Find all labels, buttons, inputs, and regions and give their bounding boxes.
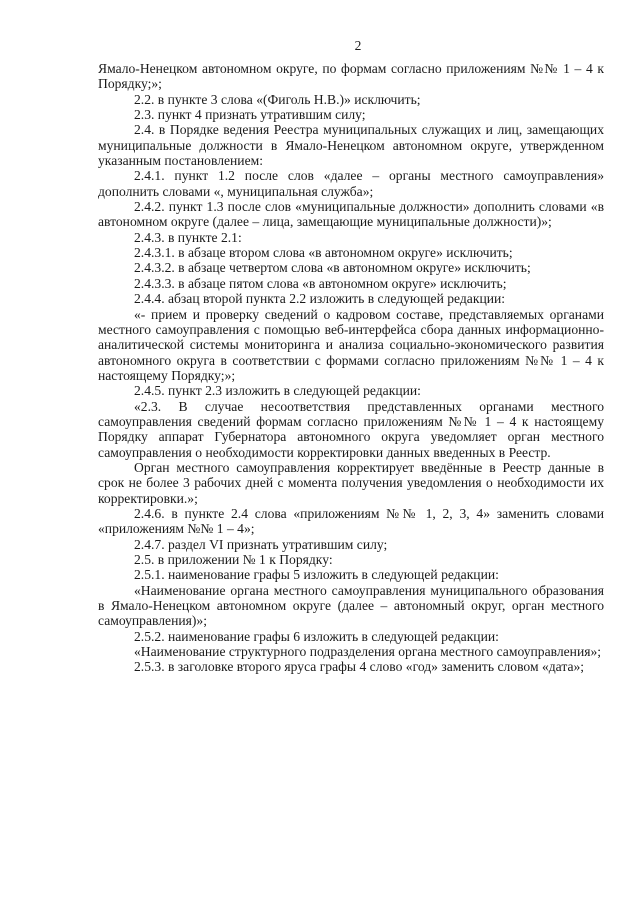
paragraph-2-4-2: 2.4.2. пункт 1.3 после слов «муниципальные должности» дополнить словами «в автономном округе (далее – лица, замещающие муниципальные должности)»; <box>98 199 604 230</box>
paragraph-quote-column-6: «Наименование структурного подразделения органа местного самоуправления»; <box>134 644 602 660</box>
paragraph-2-4-7: 2.4.7. раздел VI признать утратившим силу; <box>134 536 388 552</box>
paragraph-2-4-5: 2.4.5. пункт 2.3 изложить в следующей редакции: <box>134 383 421 399</box>
paragraph-quote-2-3: «2.3. В случае несоответствия представленных органами местного самоуправления сведений формам согласно приложениям №№ 1 – 4 к настоящему Порядку аппарат Губернатора автономного округа уведомляет орган местного самоуправления о необходимости корректировки данных введенных в Реестр. <box>98 398 604 460</box>
paragraph-2-4-1: 2.4.1. пункт 1.2 после слов «далее – органы местного самоуправления» дополнить словами «, муниципальная служба»; <box>98 168 604 199</box>
paragraph-2-5-1: 2.5.1. наименование графы 5 изложить в следующей редакции: <box>134 567 499 583</box>
paragraph-continuation: Ямало-Ненецком автономном округе, по формам согласно приложениям №№ 1 – 4 к Порядку;»; <box>98 61 604 92</box>
paragraph-2-2: 2.2. в пункте 3 слова «(Фиголь Н.В.)» исключить; <box>134 91 421 107</box>
paragraph-2-4-3-1: 2.4.3.1. в абзаце втором слова «в автономном округе» исключить; <box>134 245 513 261</box>
paragraph-2-5-3: 2.5.3. в заголовке второго яруса графы 4 слово «год» заменить словом «дата»; <box>134 659 585 675</box>
paragraph-quote-2-2: «- прием и проверку сведений о кадровом составе, представляемых органами местного самоуправления с помощью веб-интерфейса сбора данных информационно-аналитической системы мониторинга и анализа социально-экономического развития автономного округа в соответствии с формами согласно приложениям №№ 1 – 4 к настоящему Порядку;»; <box>98 306 604 383</box>
paragraph-2-4-3: 2.4.3. в пункте 2.1: <box>134 229 242 245</box>
paragraph-2-5: 2.5. в приложении № 1 к Порядку: <box>134 552 333 567</box>
paragraph-2-4-3-2: 2.4.3.2. в абзаце четвертом слова «в автономном округе» исключить; <box>134 260 531 276</box>
paragraph-2-5-2: 2.5.2. наименование графы 6 изложить в следующей редакции: <box>134 628 499 644</box>
paragraph-2-4-3-3: 2.4.3.3. в абзаце пятом слова «в автономном округе» исключить; <box>134 275 507 291</box>
page-number: 2 <box>354 38 362 53</box>
paragraph-2-4: 2.4. в Порядке ведения Реестра муниципальных служащих и лиц, замещающих муниципальные должности в Ямало-Ненецком автономном округе, утвержденном указанным постановлением: <box>98 122 604 169</box>
paragraph-quote-column-5: «Наименование органа местного самоуправления муниципального образования в Ямало-Ненецком автономном округе (далее – автономный округ, орган местного самоуправления)»; <box>98 582 604 629</box>
paragraph-quote-2-3-b: Орган местного самоуправления корректирует введённые в Реестр данные в срок не более 3 рабочих дней с момента получения уведомления о необходимости их корректировки.»; <box>98 459 604 506</box>
paragraph-2-3: 2.3. пункт 4 признать утратившим силу; <box>134 107 366 123</box>
paragraph-2-4-4: 2.4.4. абзац второй пункта 2.2 изложить в следующей редакции: <box>134 291 506 307</box>
paragraph-2-4-6: 2.4.6. в пункте 2.4 слова «приложениям №№ 1, 2, 3, 4» заменить словами «приложениям №№ 1 – 4»; <box>98 505 604 537</box>
